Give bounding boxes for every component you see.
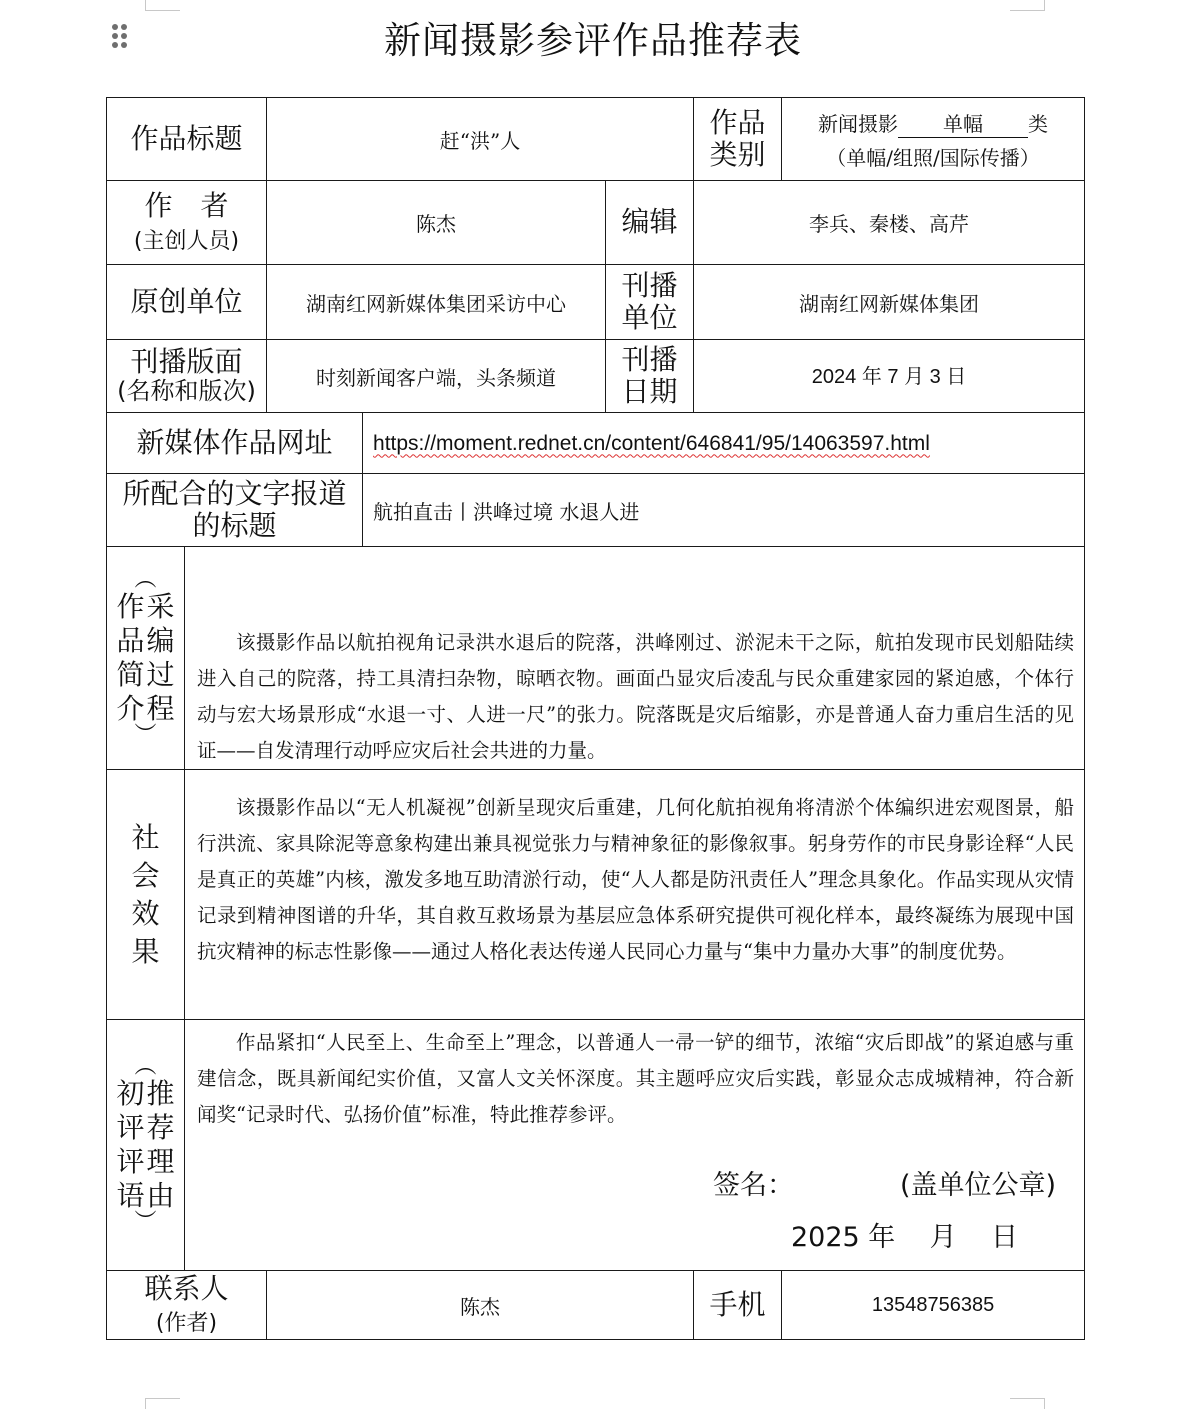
editor-label: 编辑: [606, 181, 694, 265]
process-label: ︵ 采 编 过 程 作 品 简 介 ︶: [107, 547, 185, 770]
original-unit-value[interactable]: 湖南红网新媒体集团采访中心: [267, 265, 606, 340]
category-suffix: 类: [1028, 111, 1049, 136]
url-value[interactable]: https://moment.rednet.cn/content/646841/95/14063597.html: [363, 413, 1085, 474]
recommendation-form-table: [106, 97, 1085, 1340]
author-label: 作 者 (主创人员): [107, 181, 267, 265]
author-value[interactable]: 陈杰: [267, 181, 606, 265]
seal-label: (盖单位公章): [900, 1170, 1057, 1201]
url-label: 新媒体作品网址: [107, 413, 363, 474]
contact-label: 联系人 (作者): [107, 1271, 267, 1340]
related-title-label: 所配合的文字报道的标题: [107, 474, 363, 547]
signature-date: 2025 年 月 日: [791, 1222, 1018, 1253]
review-text: 作品紧扣“人民至上、生命至上”理念，以普通人一帚一铲的细节，浓缩“灾后即战”的紧迫感与重建信念，既具新闻纪实价值，又富人文关怀深度。其主题呼应灾后实践，彰显众志成城精神，符合新闻奖“记录时代、弘扬价值”标准，特此推荐参评。: [197, 1031, 1075, 1126]
editor-value[interactable]: 李兵、秦楼、高芹: [694, 181, 1085, 265]
publish-date-label: 刊播日期: [606, 340, 694, 413]
category-options: （单幅/组照/国际传播）: [826, 145, 1040, 170]
publish-unit-label: 刊播单位: [606, 265, 694, 340]
contact-value[interactable]: 陈杰: [267, 1271, 694, 1340]
page-title: 新闻摄影参评作品推荐表: [384, 19, 802, 62]
effect-text[interactable]: 该摄影作品以“无人机凝视”创新呈现灾后重建，几何化航拍视角将清淤个体编织进宏观图景，船行洪流、家具除泥等意象构建出兼具视觉张力与精神象征的影像叙事。躬身劳作的市民身影诠释“人民是真正的英雄”内核，激发多地互助清淤行动，使“人人都是防汛责任人”理念具象化。作品实现从灾情记录到精神图谱的升华，其自救互救场景为基层应急体系研究提供可视化样本，最终凝练为展现中国抗灾精神的标志性影像——通过人格化表达传递人民同心力量与“集中力量办大事”的制度优势。: [185, 770, 1085, 1020]
category-value[interactable]: 单幅: [898, 108, 1028, 138]
work-title-value[interactable]: 赶“洪”人: [267, 98, 694, 181]
work-title-label: 作品标题: [107, 98, 267, 181]
review-label: ︵ 推 荐 理 由 初 评 评 语 ︶: [107, 1020, 185, 1271]
page-corner-mark: [145, 1398, 180, 1409]
layout-label: 刊播版面 (名称和版次): [107, 340, 267, 413]
page-corner-mark: [1010, 1398, 1045, 1409]
signature-label: 签名：: [713, 1170, 794, 1201]
publish-date-value[interactable]: 2024 年 7 月 3 日: [694, 340, 1085, 413]
category-cell[interactable]: [782, 98, 1085, 181]
review-text-cell[interactable]: [185, 1020, 1085, 1271]
layout-value[interactable]: 时刻新闻客户端，头条频道: [267, 340, 606, 413]
related-title-value[interactable]: 航拍直击丨洪峰过境 水退人进: [363, 474, 1085, 547]
effect-label: 社 会 效 果: [107, 770, 185, 1020]
original-unit-label: 原创单位: [107, 265, 267, 340]
phone-value[interactable]: 13548756385: [782, 1271, 1085, 1340]
phone-label: 手机: [694, 1271, 782, 1340]
category-label: 作品类别: [694, 98, 782, 181]
publish-unit-value[interactable]: 湖南红网新媒体集团: [694, 265, 1085, 340]
category-prefix: 新闻摄影: [818, 111, 899, 136]
process-text[interactable]: 该摄影作品以航拍视角记录洪水退后的院落，洪峰刚过、淤泥未干之际，航拍发现市民划船陆续进入自己的院落，持工具清扫杂物，晾晒衣物。画面凸显灾后凌乱与民众重建家园的紧迫感，个体行动与宏大场景形成“水退一寸、人进一尺”的张力。院落既是灾后缩影，亦是普通人奋力重启生活的见证——自发清理行动呼应灾后社会共进的力量。: [185, 547, 1085, 770]
